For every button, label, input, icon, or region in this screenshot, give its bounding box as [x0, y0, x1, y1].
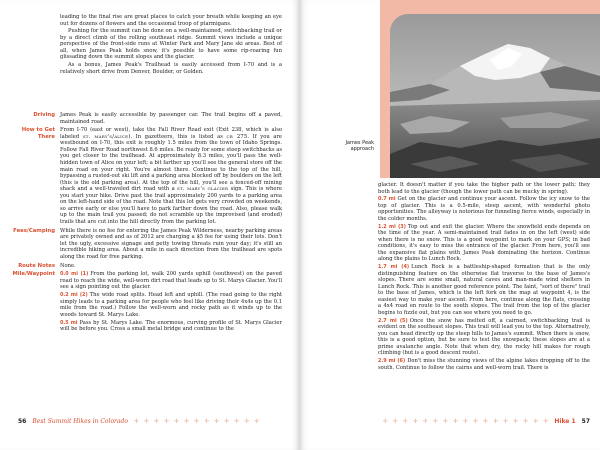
left-running-head: Best Summit Hikes in Colorado — [32, 417, 128, 425]
left-intro — [60, 14, 282, 76]
waypoint-text: Once the snow has melted off, a cairned, switchbacking trail is evident on the southeast slopes. This trail will lead you to the top. Alternatively, you can head directly up the steep hills to James's summit. When there is snow, this is a good option, but be sure to test the snowpack; these slopes are at a prime avalanche angle. Note that when dry, the rocky hill makes for rough climbing (but is a good descent route). — [378, 317, 590, 357]
how-to-get-there-section — [6, 127, 282, 225]
right-running-head: Hike 1 — [554, 417, 576, 425]
left-sections — [6, 112, 282, 336]
waypoint-text: Top out and exit the glacier. Where the snowfield ends depends on the time of the year. A semi-maintained trail fades in on the left (west) side when there is no snow. This is a good waypoint to mark on your GPS; in bad conditions, it's easy to miss the entrance of the glacier. From here, you'll see the expansive flat plains with James Peak dominating the horizon. Continue along the plains to Lunch Rock. — [378, 223, 590, 263]
driving-text: James Peak is easily accessible by passenger car. The trail begins off a paved, maintained road. — [60, 112, 282, 125]
waypoint-mile: 1.2 mi (3) — [378, 223, 406, 230]
james-peak-photo — [390, 14, 600, 178]
waypoint-entry — [378, 318, 590, 357]
waypoint-entry — [378, 224, 590, 263]
waypoint-entry — [60, 271, 282, 291]
directions-part-d: sign. This is where you start your hike. Drive past the trail approximately 200 yards to a parking area on the left-hand side of the road. Note that this lot gets very crowded on weekends, so arrive early or else you'll have to park farther down the road. Also, please walk up to the main trail you passed; do not scramble up the improvised (and eroded) trails that are cut into the hill directly from the parking lot. — [60, 186, 282, 225]
photo-frame — [380, 0, 600, 178]
cross-ornament-icon: ✛ ✛ ✛ ✛ ✛ ✛ ✛ ✛ ✛ ✛ ✛ ✛ ✛ ✛ ✛ ✛ ✛ — [382, 417, 549, 425]
waypoint-text: From the parking lot, walk 200 yards uphill (southwest) on the paved road to reach the wide, well-worn dirt road that leads up to St. Marys Glacier. You'll see a sign pointing out the glacier. — [60, 271, 283, 291]
driving-label: Driving — [33, 112, 55, 118]
waypoint-text: Lunch Rock is a battleship-shaped formation that is the only distinguishing feature on the otherwise flat traverse to the base of James's slopes. There are some small, natural caves and man-made wind shelters in Lunch Rock. This is another good reference point. The faint, "sort of there" trail to the base of James, which is the left fork on the map at waypoint 4, is the easiest way to make your ascent. From here, continue along the flats, crossing a 4x4 road en route to the south slopes. The trail from the top of the glacier begins to fizzle out, but you can see where you need to go. — [378, 264, 590, 316]
right-footer — [310, 416, 590, 426]
waypoint-entry — [378, 358, 590, 371]
waypoint-mile: 0.7 mi — [378, 196, 396, 203]
driving-section — [6, 112, 282, 125]
waypoint-mile: 0.5 mi — [60, 319, 78, 326]
waypoint-mile: 0.0 mi (1) — [60, 271, 89, 278]
intro-paragraph-1: leading to the final rise are great places to catch your breath while keeping an eye out for dozens of flowers and the occasional troop of ptarmigans. — [60, 14, 282, 27]
left-page-number: 56 — [18, 417, 27, 425]
fees-section — [6, 228, 282, 261]
directions-part-b: ). In gazetteers, this is listed as — [128, 133, 227, 140]
route-notes-label: Route Notes — [18, 262, 55, 269]
waypoint-text: Don't miss the stunning views of the alpine lakes dropping off to the south. Continue to follow the cairns and well-worn trail. There is — [378, 358, 590, 371]
waypoint-entry — [378, 196, 590, 222]
right-page — [300, 0, 600, 450]
left-footer — [18, 416, 290, 426]
waypoint-mile: 1.7 mi (4) — [378, 264, 410, 271]
photo-caption: James Peak approach — [345, 140, 374, 152]
directions-part-a: From I-70 (east or west), take the Fall River Road exit (Exit 238, which is also labeled — [60, 127, 282, 140]
mile-waypoint-entries — [60, 271, 282, 333]
waypoint-entry — [60, 292, 282, 318]
glacier-sign-name: st. mary's glacier — [176, 186, 229, 193]
directions-part-c: . If you are westbound on I-70, this exit is roughly 1.5 miles from the town of Idaho Springs. Follow Fall River Road northwest 8.6 miles. Be ready for some steep switchbacks as you get closer to the trailhead. At approximately 8.3 miles, you'll pass the well-hidden town of Alice on your left; a bit farther up you'll see the general store off the main road on your right. You're almost there. Continue to the top of the hill, bypassing a rusted-out ski lift and a parking area blocked off by boulders on the left (this is the old parking area). At the top of the hill, you'll see a fenced-off mining shack and a well-traveled dirt road with a — [60, 133, 282, 193]
waypoint-text: The wide road splits. Head left and uphill. (The road going to the right simply leads to a parking area for people who feel like driving their 4x4s up the 0.1 mile from the road.) Follow the well-worn and rocky path as it winds up to the woods toward St. Marys Lake. — [60, 292, 282, 318]
waypoint-mile: 0.2 mi (2) — [60, 292, 88, 299]
how-to-get-there-text — [60, 127, 282, 225]
county-road-name: cr 275 — [226, 133, 248, 140]
mile-waypoint-section — [6, 271, 282, 333]
right-page-number: 57 — [581, 417, 590, 425]
continuation-paragraph: glacier. It doesn't matter if you take the higher path or the lower path; they both lead to the glacier (though the lower path can be mucky in spring). — [378, 182, 590, 195]
waypoint-entry — [378, 264, 590, 316]
waypoint-text: Pass by St. Marys Lake. The enormous, curving profile of St. Marys Glacier will be before you. Cross a small metal bridge and continue to the — [60, 319, 282, 333]
fees-label: Fees/Camping — [13, 227, 55, 234]
fees-text: While there is no fee for entering the James Peak Wilderness, nearby parking areas are privately owned and as of 2012 are charging a $5 fee for using their lots. Don't let the ugly, excessive signage and petty towing threats ruin your day; it's still an incredible hiking area. About a mile in each direction from the trailhead are spots along the road for free parking. — [60, 227, 282, 260]
intro-paragraph-3: As a bonus, James Peak's Trailhead is easily accessed from I-70 and is a relatively short drive from Denver, Boulder, or Golden. — [60, 62, 282, 75]
waypoint-mile: 2.7 mi (5) — [378, 317, 408, 324]
waypoint-entry — [60, 320, 282, 333]
exit-sign-name: st. mary's/alice — [82, 133, 129, 140]
right-text — [378, 182, 590, 372]
route-notes-section — [6, 263, 282, 270]
mile-waypoint-label: Mile/Waypoint — [12, 271, 55, 278]
route-notes-text: None. — [60, 262, 76, 269]
waypoint-text: Get on the glacier and continue your ascent. Follow the icy snow to the top of glacier. This is a 0.5-mile, steep ascent, with wonderful photo opportunities. The alleyway is notorious for funneling fierce winds, especially in the colder months. — [378, 196, 591, 222]
intro-paragraph-2: Pushing for the summit can be done on a well-maintained, switchbacking trail or by a direct climb of the rolling southeast ridge. Summit views include a unique perspective of the front-side runs at Winter Park and Mary Jane ski areas. Best of all, when James Peak holds snow, it's possible to have some rip-roaring fun glissading down the summit slopes and the glacier. — [60, 28, 282, 61]
how-to-get-there-label: How to Get There — [21, 127, 55, 140]
cross-ornament-icon: ✛ ✛ ✛ ✛ ✛ ✛ ✛ ✛ ✛ ✛ ✛ ✛ ✛ — [133, 417, 260, 425]
waypoint-mile: 2.9 mi (6) — [378, 358, 406, 365]
